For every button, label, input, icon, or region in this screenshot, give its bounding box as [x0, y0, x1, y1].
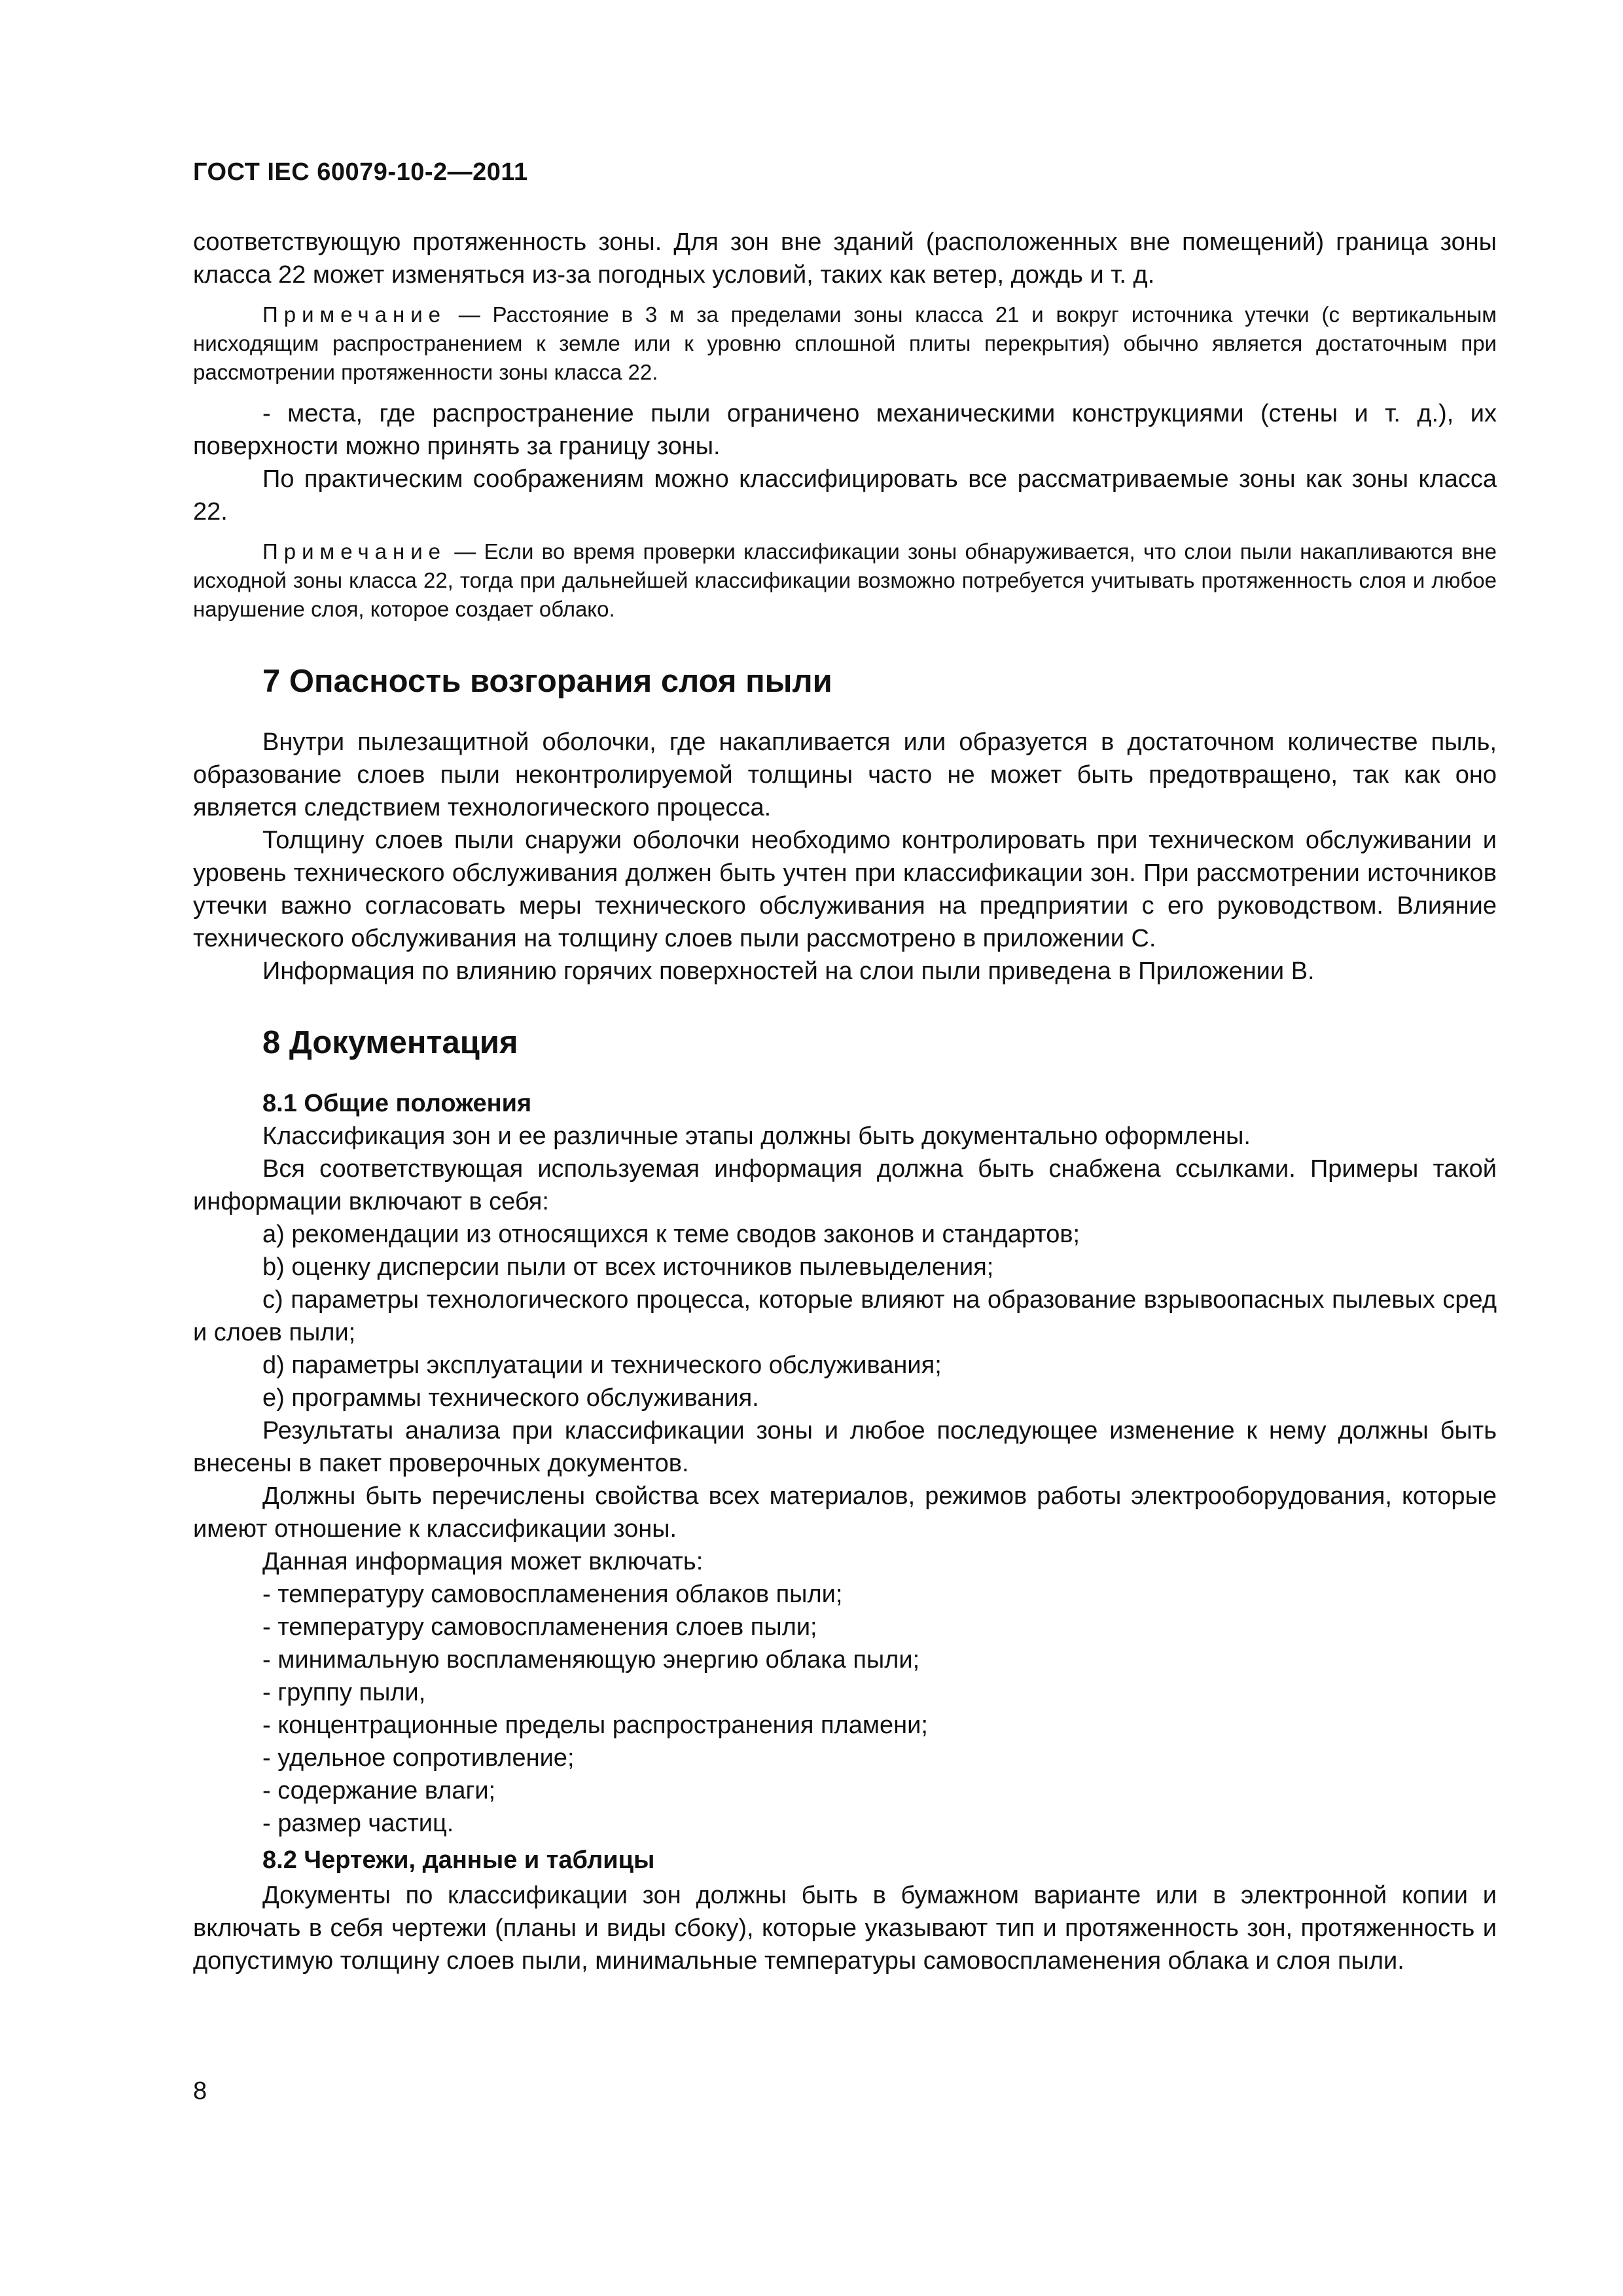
list-item: - температуру самовоспламенения облаков пыли;	[262, 1581, 843, 1608]
paragraph: Толщину слоев пыли снаружи оболочки необходимо контролировать при техническом обслуживании и уровень технического обслуживания должен быть учтен при классификации зон. При рассмотрении источников утечки важно согласовать меры технического обслуживания на предприятии с его руководством. Влияние технического обслуживания на толщину слоев пыли рассмотрено в приложении С.	[193, 827, 1497, 952]
list-item: а) рекомендации из относящихся к теме сводов законов и стандартов;	[262, 1221, 1080, 1248]
paragraph: Вся соответствующая используемая информация должна быть снабжена ссылками. Примеры такой информации включают в себя:	[193, 1155, 1497, 1215]
list-item: с) параметры технологического процесса, которые влияют на образование взрывоопасных пылевых сред и слоев пыли;	[193, 1286, 1497, 1346]
note-label: Примечание	[262, 539, 447, 564]
document-header: ГОСТ IEC 60079-10-2—2011	[193, 158, 528, 186]
note-label: Примечание	[262, 302, 447, 327]
paragraph: соответствующую протяженность зоны. Для зон вне зданий (расположенных вне помещений) граница зоны класса 22 может изменяться из-за погодных условий, таких как ветер, дождь и т. д.	[193, 228, 1497, 289]
note-text: — Расстояние в 3 м за пределами зоны класса 21 и вокруг источника утечки (с вертикальным нисходящим распространением к земле или к уровню сплошной плиты перекрытия) обычно является достаточным при рассмотрении протяженности зоны класса 22.	[193, 302, 1497, 384]
list-item: - группу пыли,	[262, 1679, 426, 1706]
paragraph: Результаты анализа при классификации зоны и любое последующее изменение к нему должны быть внесены в пакет проверочных документов.	[193, 1417, 1497, 1477]
note	[193, 300, 1497, 387]
list-item: d) параметры эксплуатации и технического обслуживания;	[262, 1352, 942, 1379]
page-content	[193, 226, 1497, 1977]
list-item: - температуру самовоспламенения слоев пыли;	[262, 1613, 817, 1641]
paragraph: Должны быть перечислены свойства всех материалов, режимов работы электрооборудования, которые имеют отношение к классификации зоны.	[193, 1482, 1497, 1543]
note-text: — Если во время проверки классификации зоны обнаруживается, что слои пыли накапливаются вне исходной зоны класса 22, тогда при дальнейшей классификации возможно потребуется учитывать протяженность слоя и любое нарушение слоя, которое создает облако.	[193, 539, 1497, 621]
list-item: е) программы технического обслуживания.	[262, 1384, 759, 1412]
paragraph: Данная информация может включать:	[262, 1548, 704, 1575]
paragraph: Классификация зон и ее различные этапы должны быть документально оформлены.	[262, 1122, 1251, 1150]
paragraph: - места, где распространение пыли ограничено механическими конструкциями (стены и т. д.), их поверхности можно принять за границу зоны.	[193, 400, 1497, 460]
subsection-heading: 8.1 Общие положения	[262, 1090, 532, 1117]
section-heading: 7 Опасность возгорания слоя пыли	[262, 664, 832, 699]
paragraph: Документы по классификации зон должны быть в бумажном варианте или в электронной копии и включать в себя чертежи (планы и виды сбоку), которые указывают тип и протяженность зон, протяженность и допустимую толщину слоев пыли, минимальные температуры самовоспламенения облака и слоя пыли.	[193, 1882, 1497, 1975]
subsection-heading: 8.2 Чертежи, данные и таблицы	[262, 1846, 655, 1874]
paragraph: Информация по влиянию горячих поверхностей на слои пыли приведена в Приложении В.	[262, 958, 1315, 985]
list-item: - концентрационные пределы распространения пламени;	[262, 1712, 928, 1739]
paragraph: По практическим соображениям можно классифицировать все рассматриваемые зоны как зоны класса 22.	[193, 465, 1497, 526]
list-item: - удельное сопротивление;	[262, 1744, 575, 1772]
list-item: - размер частиц.	[262, 1810, 454, 1837]
section-heading: 8 Документация	[262, 1025, 518, 1060]
note	[193, 537, 1497, 624]
paragraph: Внутри пылезащитной оболочки, где накапливается или образуется в достаточном количестве пыль, образование слоев пыли неконтролируемой толщины часто не может быть предотвращено, так как оно является следствием технологического процесса.	[193, 728, 1497, 821]
list-item: - минимальную воспламеняющую энергию облака пыли;	[262, 1646, 920, 1674]
page-number: 8	[193, 2077, 207, 2105]
list-item: b) оценку дисперсии пыли от всех источников пылевыделения;	[262, 1253, 994, 1281]
list-item: - содержание влаги;	[262, 1777, 496, 1804]
